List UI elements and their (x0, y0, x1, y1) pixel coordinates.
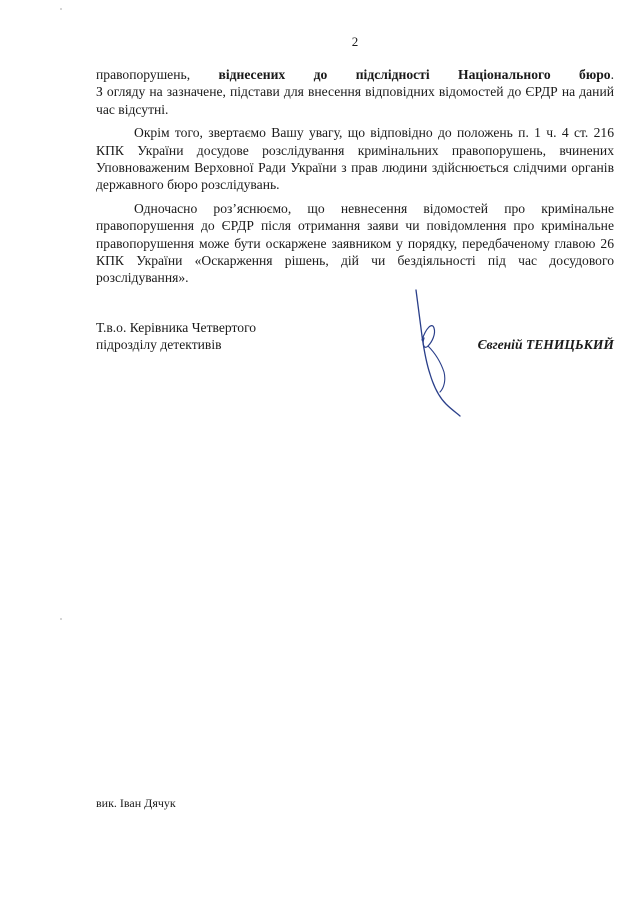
paragraph-1-rest: З огляду на зазначене, підстави для внесення відповідних відомостей до ЄРДР на даний час відсутні. (96, 84, 614, 117)
letter-body (96, 66, 614, 293)
paragraph-1-end: . (610, 67, 614, 82)
paragraph-2: Окрім того, звертаємо Вашу увагу, що відповідно до положень п. 1 ч. 4 ст. 216 КПК України досудове розслідування кримінальних правопорушень, вчинених Уповноваженим Верховної Ради України з прав людини здійснюється слідчими органів державного бюро розслідувань. (96, 125, 614, 193)
signatory-position-line2: підрозділу детективів (96, 337, 222, 353)
signatory-name: Євгеній ТЕНИЦЬКИЙ (477, 337, 614, 352)
paragraph-1-bold: віднесених до підслідності Національного бюро (218, 67, 611, 82)
paragraph-1-start: правопорушень, (96, 67, 219, 82)
executor-note: вик. Іван Дячук (96, 796, 176, 810)
paragraph-1 (96, 66, 614, 118)
scan-speck (60, 8, 62, 10)
signatory-position-line1: Т.в.о. Керівника Четвертого (96, 320, 257, 335)
page-number: 2 (351, 34, 359, 49)
paragraph-3: Одночасно роз’яснюємо, що невнесення відомостей про кримінальне правопорушення до ЄРДР після отримання заяви чи повідомлення про кримінальне правопорушення може бути оскаржене заявником у порядку, передбаченому главою 26 КПК України «Оскарження рішень, дій чи бездіяльності під час досудового розслідування». (96, 200, 614, 286)
scan-speck (60, 618, 62, 620)
handwritten-signature (402, 288, 472, 418)
signatory-position (96, 319, 256, 354)
paragraph-1-first-line (96, 66, 614, 83)
